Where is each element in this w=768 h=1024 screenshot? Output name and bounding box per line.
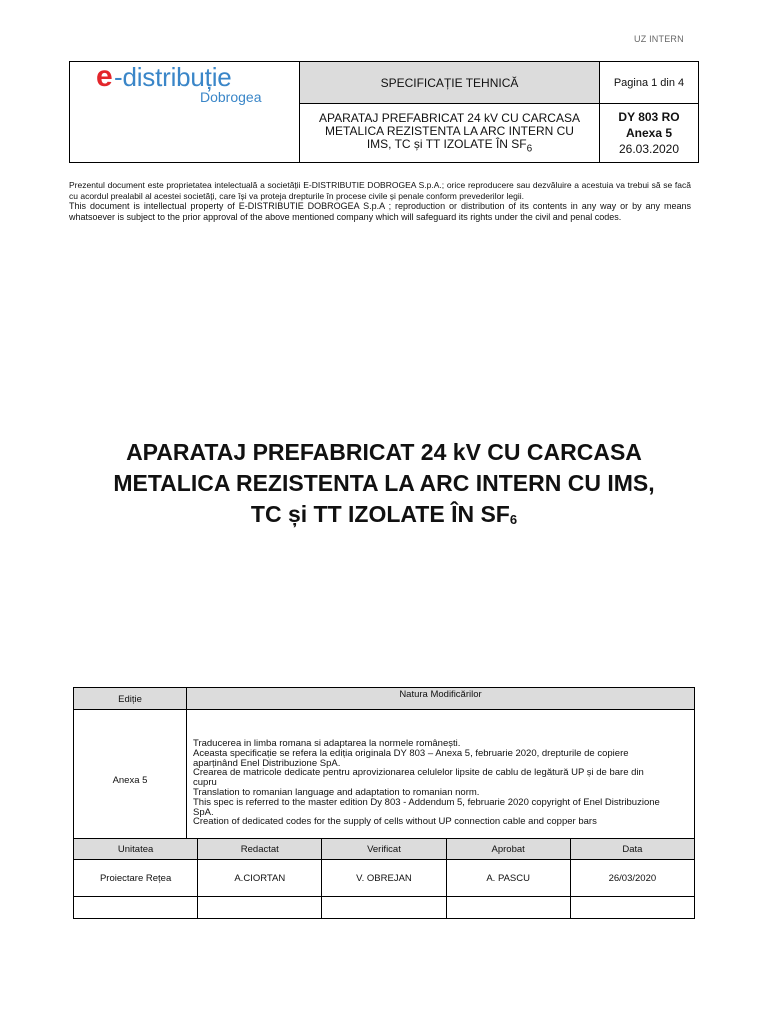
title-line: APARATAJ PREFABRICAT 24 kV CU CARCASA [126,439,642,465]
header-title-line: IMS, TC și TT IZOLATE ÎN $SF_6$ [366,136,533,155]
mod-line: cupru [193,778,217,788]
mod-line: This spec is referred to the master edition Dy 803 - Addendum 5, februarie 2020 copyright of Enel Distribuzione [193,797,660,808]
doc-code: DY 803 RO [618,110,680,124]
logo-wordmark: -distribuție [114,62,232,92]
company-logo [70,62,299,162]
document-code [600,104,699,163]
approval-header: Data [570,839,694,860]
approval-checked: V. OBREJAN [322,860,446,897]
mod-line: Translation to romanian language and adaptation to romanian norm. [193,787,480,798]
approval-drafted: A.CIORTAN [198,860,322,897]
mod-line: Crearea de matricole dedicate pentru aprovizionarea celulelor lipsite de cablu de legătură UP și de bare din [193,768,644,779]
approval-header: Aprobat [446,839,570,860]
approval-table [73,838,695,919]
approval-unit: Proiectare Rețea [74,860,198,897]
col-nature-header: Natura Modificărilor [187,688,695,710]
title-line: METALICA REZISTENTA LA ARC INTERN CU IMS, [113,470,655,496]
approval-row-empty [74,897,695,919]
header-title-line: APARATAJ PREFABRICAT 24 kV CU CARCASA [319,110,580,125]
modifications-body [187,710,695,852]
mod-line: aparținând Enel Distribuzione SpA. [193,758,341,769]
mod-line: Aceasta specificație se refera la ediția originala DY 803 – Anexa 5, februarie 2020, drepturile de copiere [193,748,629,759]
classification-label: UZ INTERN [634,34,684,44]
document-title [40,437,728,535]
approval-approved: A. PASCU [446,860,570,897]
doc-annex: Anexa 5 [625,126,673,140]
edition-cell: Anexa 5 [74,710,187,852]
header-title-line: METALICA REZISTENTA LA ARC INTERN CU [325,123,574,138]
logo-e-mark: e [96,60,113,93]
approval-header: Unitatea [74,839,198,860]
legal-notice-ro: Prezentul document este proprietatea intelectuală a societății E-DISTRIBUTIE DOBROGEA S.p.A.; orice reproducere sau dezvăluire a acestuia va trebui să se facă cu acordul prealabil al acestei societăți, care își va proteja drepturile în procese civile și penale conform prevederilor legii. [69,180,691,201]
mod-line: Creation of dedicated codes for the supply of cells without UP connection cable and copper bars [193,817,597,828]
approval-header: Verificat [322,839,446,860]
document-header [69,61,699,163]
mod-line: Traducerea in limba romana si adaptarea la normele românești. [193,739,461,749]
logo-cell [70,62,300,163]
legal-notice [69,180,691,222]
mod-line: SpA. [193,807,214,818]
approval-header: Redactat [198,839,322,860]
spec-label: SPECIFICAȚIE TEHNICĂ [300,62,600,104]
title-line: TC și TT IZOLATE ÎN $SF_6$ [250,501,518,527]
legal-notice-en: This document is intellectual property of E-DISTRIBUTIE DOBROGEA S.p.A ; reproduction or distribution of its contents in any way or by any means whatsoever is subject to the prior approval of the above mentioned company which will safeguard its rights under the civil and penal codes. [69,201,691,222]
logo-region: Dobrogea [200,89,262,105]
header-title [300,104,600,163]
approval-date: 26/03/2020 [570,860,694,897]
modifications-table [73,687,695,852]
doc-date: 26.03.2020 [618,142,680,156]
approval-row [74,860,695,897]
col-edition-header: Ediție [74,688,187,710]
page-number: Pagina 1 din 4 [600,62,699,104]
